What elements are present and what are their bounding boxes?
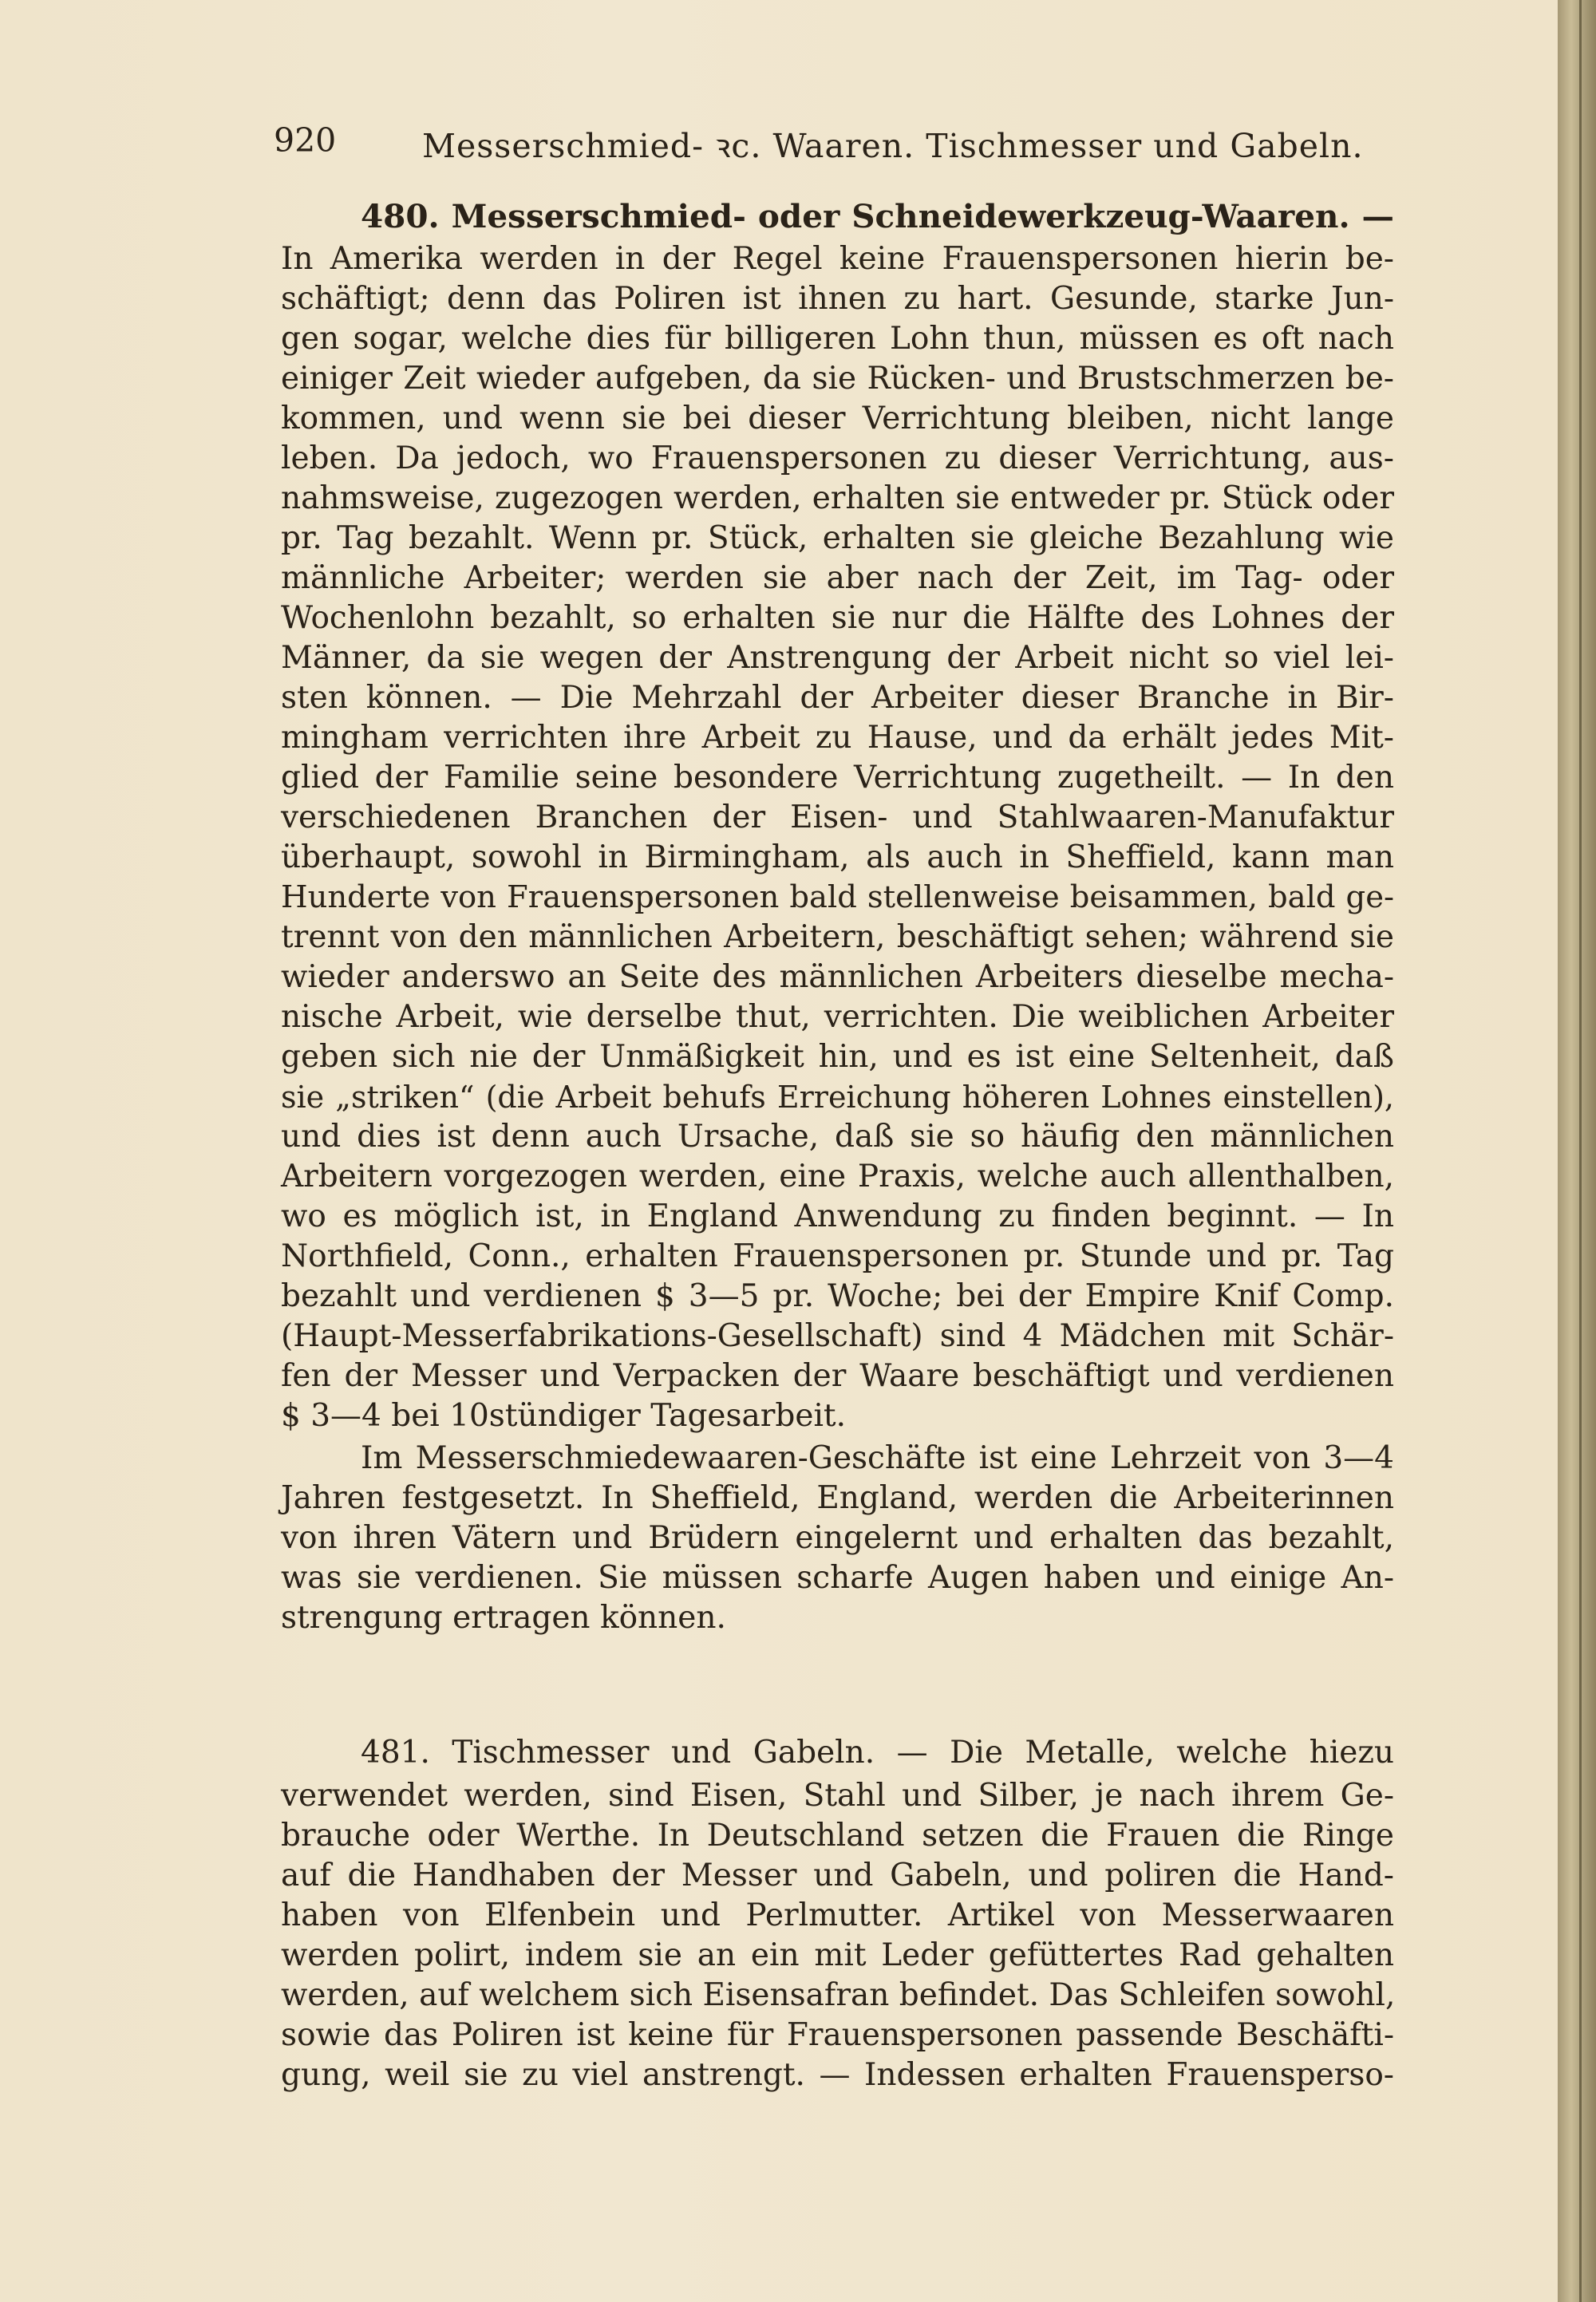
text-line: In Amerika werden in der Regel keine Frauenspersonen hierin be- [281, 241, 1394, 277]
text-line: von ihren Vätern und Brüdern eingelernt und erhalten das bezahlt, [281, 1520, 1394, 1556]
text-line: Wochenlohn bezahlt, so erhalten sie nur die Hälfte des Lohnes der [281, 600, 1394, 636]
text-line: Northfield, Conn., erhalten Frauenspersonen pr. Stunde und pr. Tag [281, 1238, 1394, 1274]
section-480-heading: 480. Messerschmied- oder Schneidewerkzeug-Waaren. — [361, 197, 1394, 235]
running-title: Messerschmied- ꝛc. Waaren. Tischmesser und Gabeln. [422, 127, 1364, 165]
text-line: werden polirt, indem sie an ein mit Leder gefüttertes Rad gehalten [281, 1937, 1394, 1973]
text-line: verschiedenen Branchen der Eisen- und Stahlwaaren-Manufaktur [281, 800, 1394, 835]
text-line: pr. Tag bezahlt. Wenn pr. Stück, erhalten sie gleiche Bezahlung wie [281, 520, 1394, 556]
text-line: schäftigt; denn das Poliren ist ihnen zu hart. Gesunde, starke Jun- [281, 281, 1394, 317]
text-line: auf die Handhaben der Messer und Gabeln, und poliren die Hand- [281, 1858, 1394, 1893]
text-line: männliche Arbeiter; werden sie aber nach der Zeit, im Tag- oder [281, 560, 1394, 596]
text-line: Im Messerschmiedewaaren-Geschäfte ist eine Lehrzeit von 3—4 [361, 1440, 1394, 1476]
text-line: nahmsweise, zugezogen werden, erhalten sie entweder pr. Stück oder [281, 480, 1394, 516]
text-line: mingham verrichten ihre Arbeit zu Hause, und da erhält jedes Mit- [281, 720, 1394, 756]
text-line: glied der Familie seine besondere Verrichtung zugetheilt. — In den [281, 760, 1394, 796]
text-line: was sie verdienen. Sie müssen scharfe Augen haben und einige An- [281, 1560, 1394, 1596]
text-line: Jahren festgesetzt. In Sheffield, England, werden die Arbeiterinnen [281, 1480, 1394, 1516]
text-line: geben sich nie der Unmäßigkeit hin, und es ist eine Seltenheit, daß [281, 1039, 1394, 1075]
text-line: gung, weil sie zu viel anstrengt. — Indessen erhalten Frauensperso- [281, 2057, 1394, 2093]
text-line: trennt von den männlichen Arbeitern, beschäftigt sehen; während sie [281, 919, 1394, 955]
text-line: sie „striken“ (die Arbeit behufs Erreichung höheren Lohnes einstellen), [281, 1080, 1394, 1115]
text-line: überhaupt, sowohl in Birmingham, als auch in Sheffield, kann man [281, 839, 1394, 875]
text-line: brauche oder Werthe. In Deutschland setzen die Frauen die Ringe [281, 1818, 1394, 1854]
text-line: $ 3—4 bei 10stündiger Tagesarbeit. [281, 1398, 846, 1434]
text-line: wo es möglich ist, in England Anwendung zu finden beginnt. — In [281, 1198, 1394, 1234]
text-line: bezahlt und verdienen $ 3—5 pr. Woche; bei der Empire Knif Comp. [281, 1278, 1394, 1314]
text-line: einiger Zeit wieder aufgeben, da sie Rücken- und Brustschmerzen be- [281, 361, 1394, 397]
text-line: sowie das Poliren ist keine für Frauenspersonen passende Beschäfti- [281, 2017, 1394, 2053]
text-line: kommen, und wenn sie bei dieser Verrichtung bleiben, nicht lange [281, 401, 1394, 436]
text-line: sten können. — Die Mehrzahl der Arbeiter dieser Branche in Bir- [281, 680, 1394, 716]
text-line: Hunderte von Frauenspersonen bald stellenweise beisammen, bald ge- [281, 879, 1394, 915]
text-line: werden, auf welchem sich Eisensafran befindet. Das Schleifen sowohl, [281, 1977, 1396, 2013]
text-line: verwendet werden, sind Eisen, Stahl und Silber, je nach ihrem Ge- [281, 1778, 1394, 1814]
section-481-heading: 481. Tischmesser und Gabeln. — Die Metalle, welche hiezu [361, 1735, 1394, 1771]
text-line: nische Arbeit, wie derselbe thut, verrichten. Die weiblichen Arbeiter [281, 999, 1394, 1035]
text-line: und dies ist denn auch Ursache, daß sie so häufig den männlichen [281, 1119, 1394, 1155]
text-line: (Haupt-Messerfabrikations-Gesellschaft) sind 4 Mädchen mit Schär- [281, 1318, 1394, 1354]
text-line: fen der Messer und Verpacken der Waare beschäftigt und verdienen [281, 1358, 1394, 1394]
running-header [274, 121, 1364, 169]
text-line: leben. Da jedoch, wo Frauenspersonen zu dieser Verrichtung, aus- [281, 440, 1394, 476]
page-edge-line [1579, 0, 1582, 2302]
text-line: Arbeitern vorgezogen werden, eine Praxis, welche auch allenthalben, [281, 1159, 1394, 1194]
text-line: gen sogar, welche dies für billigeren Lohn thun, müssen es oft nach [281, 321, 1394, 357]
book-page-edge [1558, 0, 1596, 2302]
text-line: Männer, da sie wegen der Anstrengung der Arbeit nicht so viel lei- [281, 640, 1394, 676]
text-line: strengung ertragen können. [281, 1600, 726, 1636]
text-line: wieder anderswo an Seite des männlichen Arbeiters dieselbe mecha- [281, 959, 1394, 995]
text-line: haben von Elfenbein und Perlmutter. Artikel von Messerwaaren [281, 1897, 1394, 1933]
page-number: 920 [274, 121, 337, 160]
